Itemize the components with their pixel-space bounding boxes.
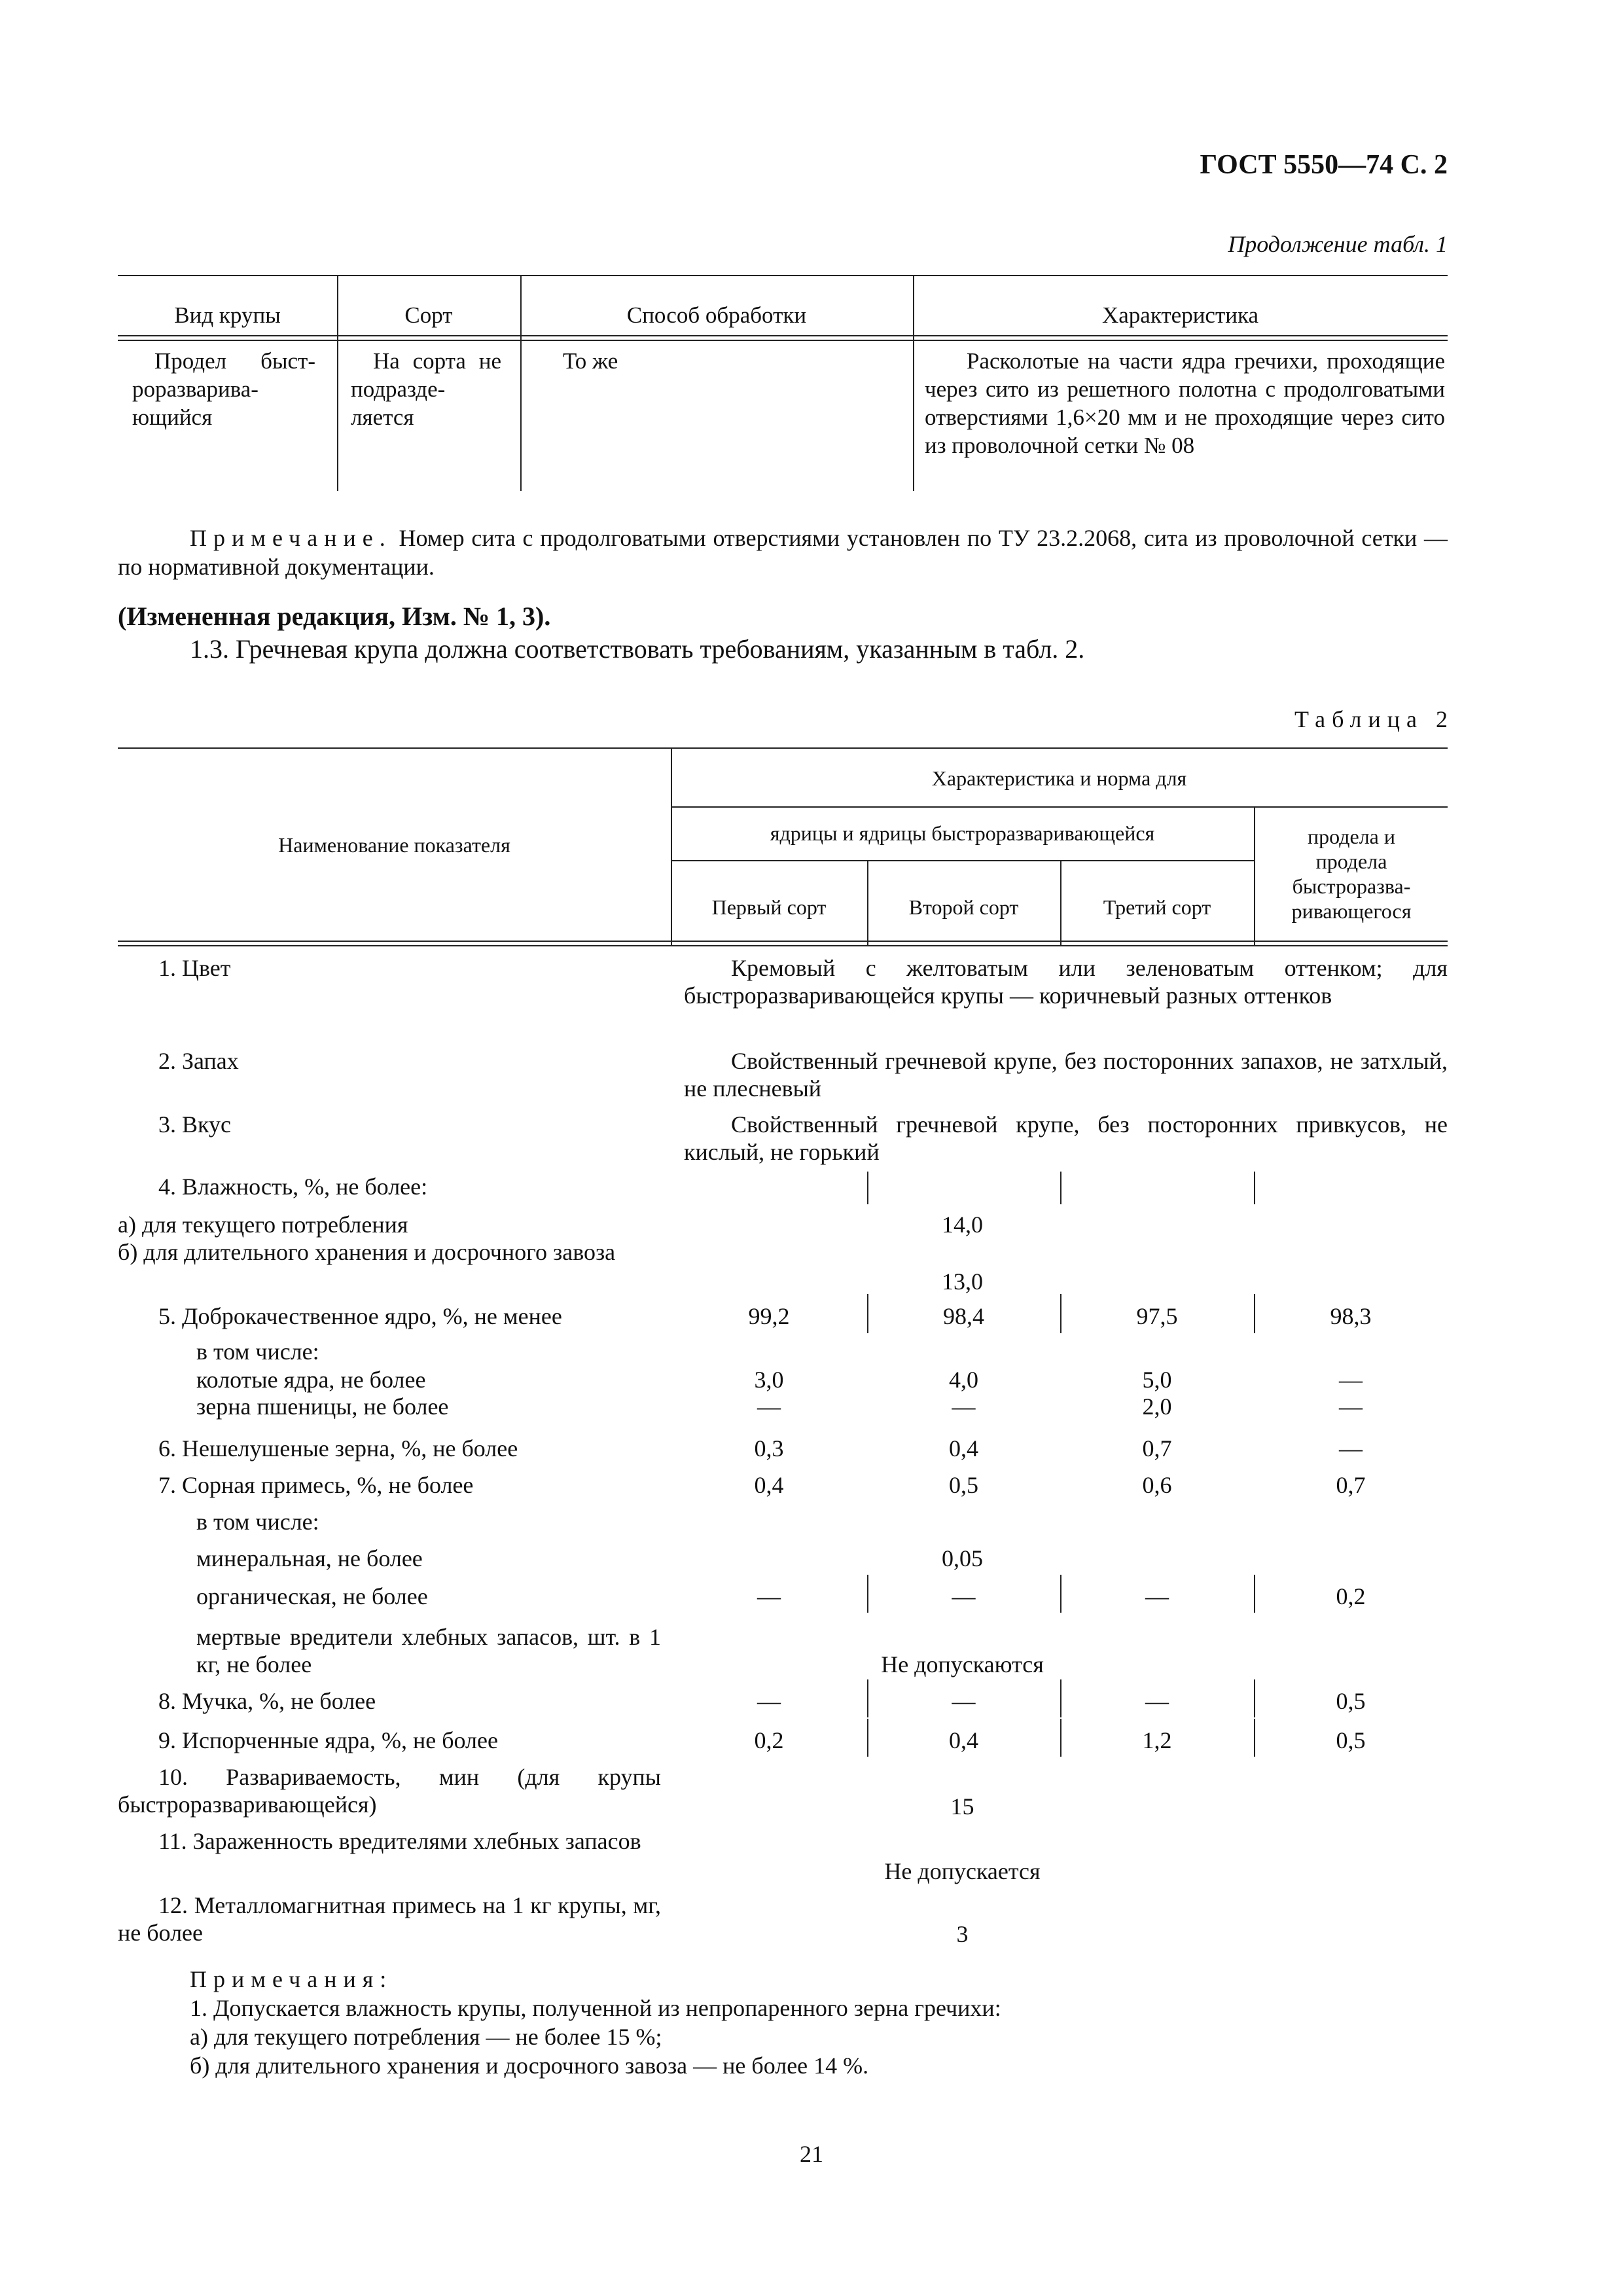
row-label: 7. Сорная примесь, %, не более [158, 1472, 474, 1498]
table1-cell-description: Расколотые на части ядра гречихи, проходящие через сито из решетного полотна с продолговатыми отверстиями 1,6×20 мм и не проходящие через сито из проволочной сетки № 08 [925, 348, 1445, 458]
row-value: 3 [956, 1921, 969, 1947]
table2-header-indicator: Наименование показателя [278, 833, 510, 857]
row-label: зерна пшеницы, не более [196, 1393, 449, 1420]
row-value: — [1145, 1688, 1169, 1714]
row-value: 1,2 [1142, 1727, 1172, 1753]
table2-header-characteristic: Характеристика и норма для [931, 766, 1187, 790]
row-label: 6. Нешелушеные зерна, %, не более [158, 1435, 518, 1462]
row-value: Свойственный гречневой крупе, без посторонних привкусов, не кислый, не горький [684, 1111, 1448, 1165]
row-label: 4. Влажность, %, не более: [158, 1174, 428, 1200]
row-value: — [952, 1583, 976, 1609]
row-value: — [1339, 1435, 1363, 1462]
row-value: — [1339, 1367, 1363, 1393]
row-value: 4,0 [949, 1367, 978, 1393]
row-value: 0,5 [1336, 1688, 1366, 1714]
table2-notes [118, 1965, 1001, 2080]
row-value: — [757, 1688, 781, 1714]
row-value: Свойственный гречневой крупе, без посторонних запахов, не затхлый, не плесневый [684, 1048, 1448, 1102]
clause-1-3: 1.3. Гречневая крупа должна соответствовать требованиям, указанным в табл. 2. [190, 634, 1085, 664]
row-value: 98,4 [943, 1303, 984, 1329]
row-label: 5. Доброкачественное ядро, %, не менее [158, 1303, 562, 1329]
table-1 [118, 275, 1448, 491]
row-value: — [1339, 1393, 1363, 1420]
row-value: 0,05 [942, 1545, 983, 1571]
note-line: б) для длительного хранения и досрочного завоза — не более 14 %. [190, 2053, 869, 2079]
row-label: 3. Вкус [158, 1111, 231, 1138]
document-header: ГОСТ 5550—74 С. 2 [1200, 150, 1448, 180]
row-value: 0,3 [754, 1435, 784, 1462]
row-label: 12. Металломагнитная примесь на 1 кг крупы, мг, не более [118, 1892, 661, 1946]
row-value: 3,0 [754, 1367, 784, 1393]
table2-header-first: Первый сорт [711, 895, 827, 919]
note-text: Номер сита с продолговатыми отверстиями установлен по ТУ 23.2.2068, сита из проволочной сетки — по нормативной документации. [118, 525, 1448, 580]
table-continuation-caption: Продолжение табл. 1 [1228, 231, 1448, 257]
row-label: мертвые вредители хлебных запасов, шт. в 1 кг, не более [196, 1624, 661, 1677]
row-value: — [952, 1393, 976, 1420]
row-value: Не допускается [884, 1858, 1041, 1884]
row-value: 5,0 [1142, 1367, 1172, 1393]
row-value: 2,0 [1142, 1393, 1172, 1420]
row-value: 0,2 [754, 1727, 784, 1753]
note-label: Примечание. [190, 525, 392, 551]
row-value: 0,5 [1336, 1727, 1366, 1753]
table1-note [118, 524, 1448, 581]
table2-header-kernel: ядрицы и ядрицы быстроразваривающейся [770, 821, 1155, 845]
row-label: в том числе: [196, 1338, 319, 1365]
row-value: 98,3 [1330, 1303, 1372, 1329]
row-label: в том числе: [196, 1509, 319, 1535]
page-number: 21 [800, 2141, 823, 2167]
row-value: 0,4 [754, 1472, 784, 1498]
table1-header-kind: Вид крупы [174, 302, 281, 328]
row-label: а) для текущего потребления [118, 1211, 408, 1238]
row-value: 0,4 [949, 1435, 978, 1462]
row-value: Не допускаются [881, 1651, 1044, 1677]
row-value: 0,6 [1142, 1472, 1172, 1498]
row-value: 99,2 [748, 1303, 790, 1329]
row-value: 0,5 [949, 1472, 978, 1498]
row-label: 10. Развариваемость, мин (для крупы быстроразваривающейся) [118, 1764, 661, 1818]
row-value: — [952, 1688, 976, 1714]
row-label: б) для длительного хранения и досрочного завоза [118, 1239, 616, 1265]
table2-caption: Таблица 2 [1294, 706, 1454, 732]
table1-cell-method: То же [563, 348, 618, 374]
row-label: 8. Мучка, %, не более [158, 1688, 376, 1714]
amendment-note: (Измененная редакция, Изм. № 1, 3). [118, 601, 551, 631]
table1-header-method: Способ обработки [626, 302, 807, 328]
row-value: 15 [950, 1793, 974, 1820]
row-label: 11. Зараженность вредителями хлебных запасов [158, 1828, 641, 1854]
table2-header-prodel: продела и продела быстроразва-ривающегося [1291, 825, 1412, 923]
row-label: колотые ядра, не более [196, 1367, 426, 1393]
table2-header-third: Третий сорт [1103, 895, 1211, 919]
row-value: — [757, 1393, 781, 1420]
row-value: 0,7 [1336, 1472, 1366, 1498]
note-line: 1. Допускается влажность крупы, полученной из непропаренного зерна гречихи: [190, 1995, 1001, 2021]
table1-header-description: Характеристика [1101, 302, 1259, 328]
row-value: 0,7 [1142, 1435, 1172, 1462]
row-value: — [757, 1583, 781, 1609]
row-value: — [1145, 1583, 1169, 1609]
table1-header-grade: Сорт [404, 302, 453, 328]
row-value: 14,0 [942, 1211, 983, 1238]
row-label: 1. Цвет [158, 955, 231, 981]
table2-header-second: Второй сорт [908, 895, 1019, 919]
table1-cell-grade: На сорта не подразде-ляется [351, 348, 501, 430]
notes-label: Примечания: [190, 1966, 393, 1992]
table-2 [118, 747, 1448, 1952]
row-value: 0,4 [949, 1727, 978, 1753]
table1-cell-kind: Продел быст-роразварива-ющийся [132, 348, 315, 430]
row-value: 13,0 [942, 1268, 983, 1295]
row-value: 0,2 [1336, 1583, 1366, 1609]
row-value: 97,5 [1136, 1303, 1178, 1329]
row-label: 9. Испорченные ядра, %, не более [158, 1727, 498, 1753]
note-line: а) для текущего потребления — не более 15 %; [190, 2024, 662, 2050]
row-label: 2. Запах [158, 1048, 239, 1074]
row-value: Кремовый с желтоватым или зеленоватым оттенком; для быстроразваривающейся крупы — коричневый разных оттенков [684, 955, 1448, 1009]
row-label: органическая, не более [196, 1583, 428, 1609]
row-label: минеральная, не более [196, 1545, 423, 1571]
